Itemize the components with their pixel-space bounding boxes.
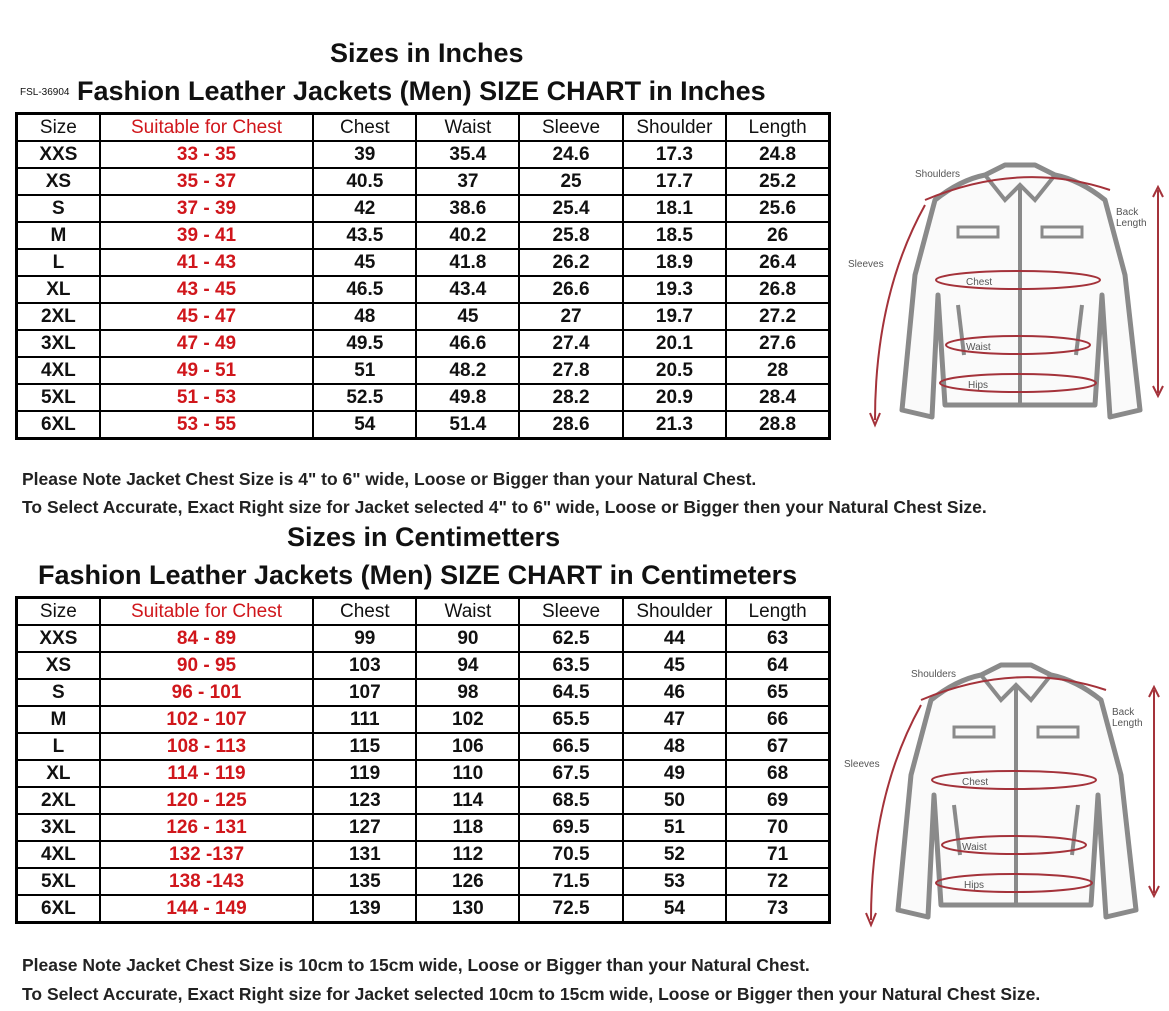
size-cell: XXS xyxy=(17,625,100,652)
size-cell: 4XL xyxy=(17,357,100,384)
column-header: Length xyxy=(726,598,829,626)
table-cell: 51 xyxy=(623,814,727,841)
table-cell: 17.7 xyxy=(623,168,727,195)
table-cell: 112 xyxy=(416,841,519,868)
table-cell: 17.3 xyxy=(623,141,727,168)
table-cell: 42 xyxy=(313,195,416,222)
table-row xyxy=(17,760,830,787)
table-cell: 49 - 51 xyxy=(100,357,314,384)
column-header: Sleeve xyxy=(519,114,622,142)
table-cell: 45 xyxy=(623,652,727,679)
table-row xyxy=(17,787,830,814)
table-cell: 66 xyxy=(726,706,829,733)
table-cell: 26.8 xyxy=(726,276,829,303)
table-cell: 51.4 xyxy=(416,411,519,439)
table-cell: 25.4 xyxy=(519,195,622,222)
table-cell: 46 xyxy=(623,679,727,706)
table-row xyxy=(17,814,830,841)
table-row xyxy=(17,276,830,303)
table-cell: 72.5 xyxy=(519,895,622,923)
table-cell: 71.5 xyxy=(519,868,622,895)
table-cell: 26.4 xyxy=(726,249,829,276)
table-row xyxy=(17,868,830,895)
chest-label: Chest xyxy=(966,277,993,288)
table-cell: 25.2 xyxy=(726,168,829,195)
table-cell: 114 - 119 xyxy=(100,760,314,787)
table-cell: 127 xyxy=(313,814,416,841)
table-cell: 111 xyxy=(313,706,416,733)
hips-label: Hips xyxy=(968,380,989,391)
table-cell: 69 xyxy=(726,787,829,814)
size-cell: 5XL xyxy=(17,868,100,895)
cm-chart-title: Fashion Leather Jackets (Men) SIZE CHART in Centimeters xyxy=(38,560,798,590)
table-cell: 64.5 xyxy=(519,679,622,706)
table-cell: 73 xyxy=(726,895,829,923)
table-cell: 24.6 xyxy=(519,141,622,168)
table-cell: 63.5 xyxy=(519,652,622,679)
column-header: Suitable for Chest xyxy=(100,598,314,626)
sleeves-label: Sleeves xyxy=(844,759,880,770)
back-length-label: Back xyxy=(1116,207,1139,218)
table-cell: 90 xyxy=(416,625,519,652)
table-cell: 54 xyxy=(623,895,727,923)
table-cell: 40.2 xyxy=(416,222,519,249)
table-cell: 72 xyxy=(726,868,829,895)
table-cell: 47 xyxy=(623,706,727,733)
inches-section-title: Sizes in Inches xyxy=(330,38,524,68)
table-cell: 114 xyxy=(416,787,519,814)
size-cell: S xyxy=(17,195,100,222)
table-cell: 51 - 53 xyxy=(100,384,314,411)
table-cell: 94 xyxy=(416,652,519,679)
cm-section-title: Sizes in Centimetters xyxy=(287,522,561,552)
table-row xyxy=(17,222,830,249)
size-cell: 6XL xyxy=(17,411,100,439)
table-cell: 26.2 xyxy=(519,249,622,276)
size-cell: 4XL xyxy=(17,841,100,868)
size-cell: 3XL xyxy=(17,814,100,841)
table-cell: 103 xyxy=(313,652,416,679)
table-cell: 38.6 xyxy=(416,195,519,222)
table-cell: 19.7 xyxy=(623,303,727,330)
table-cell: 53 xyxy=(623,868,727,895)
table-cell: 37 xyxy=(416,168,519,195)
size-cell: 2XL xyxy=(17,303,100,330)
table-cell: 45 - 47 xyxy=(100,303,314,330)
chest-label: Chest xyxy=(962,777,989,788)
back-length-label: Length xyxy=(1116,218,1147,229)
column-header: Shoulder xyxy=(623,114,727,142)
table-cell: 115 xyxy=(313,733,416,760)
table-cell: 18.5 xyxy=(623,222,727,249)
size-cell: XL xyxy=(17,276,100,303)
size-cell: 6XL xyxy=(17,895,100,923)
table-row xyxy=(17,141,830,168)
table-cell: 27.2 xyxy=(726,303,829,330)
table-row xyxy=(17,679,830,706)
table-cell: 18.1 xyxy=(623,195,727,222)
table-cell: 135 xyxy=(313,868,416,895)
table-cell: 48 xyxy=(313,303,416,330)
table-cell: 67 xyxy=(726,733,829,760)
table-cell: 123 xyxy=(313,787,416,814)
table-cell: 96 - 101 xyxy=(100,679,314,706)
table-row xyxy=(17,895,830,923)
table-cell: 43.5 xyxy=(313,222,416,249)
cm-size-table xyxy=(15,596,831,924)
size-cell: L xyxy=(17,249,100,276)
table-cell: 107 xyxy=(313,679,416,706)
inches-note-2: To Select Accurate, Exact Right size for Jacket selected 4" to 6" wide, Loose or Bigger then your Natural Chest Size. xyxy=(22,497,987,517)
table-cell: 33 - 35 xyxy=(100,141,314,168)
table-cell: 108 - 113 xyxy=(100,733,314,760)
table-row xyxy=(17,625,830,652)
hips-label: Hips xyxy=(964,880,985,891)
table-cell: 132 -137 xyxy=(100,841,314,868)
column-header: Waist xyxy=(416,598,519,626)
table-cell: 138 -143 xyxy=(100,868,314,895)
table-cell: 27.6 xyxy=(726,330,829,357)
table-cell: 70 xyxy=(726,814,829,841)
table-cell: 126 xyxy=(416,868,519,895)
table-row xyxy=(17,733,830,760)
table-cell: 43 - 45 xyxy=(100,276,314,303)
table-cell: 45 xyxy=(313,249,416,276)
size-cell: M xyxy=(17,706,100,733)
table-cell: 20.1 xyxy=(623,330,727,357)
cm-note-2: To Select Accurate, Exact Right size for Jacket selected 10cm to 15cm wide, Loose or Bigger then your Natural Chest Size. xyxy=(22,984,1041,1004)
size-cell: XS xyxy=(17,168,100,195)
table-row xyxy=(17,357,830,384)
table-cell: 52 xyxy=(623,841,727,868)
waist-label: Waist xyxy=(962,842,987,853)
size-cell: L xyxy=(17,733,100,760)
table-cell: 71 xyxy=(726,841,829,868)
table-cell: 54 xyxy=(313,411,416,439)
table-row xyxy=(17,330,830,357)
table-cell: 130 xyxy=(416,895,519,923)
table-cell: 25 xyxy=(519,168,622,195)
cm-note-1: Please Note Jacket Chest Size is 10cm to 15cm wide, Loose or Bigger than your Natural Chest. xyxy=(22,955,810,975)
table-cell: 25.8 xyxy=(519,222,622,249)
table-row xyxy=(17,652,830,679)
table-header-row xyxy=(17,598,830,626)
table-cell: 48.2 xyxy=(416,357,519,384)
table-cell: 70.5 xyxy=(519,841,622,868)
size-cell: XL xyxy=(17,760,100,787)
table-cell: 27.4 xyxy=(519,330,622,357)
table-cell: 27 xyxy=(519,303,622,330)
table-cell: 37 - 39 xyxy=(100,195,314,222)
table-cell: 49 xyxy=(623,760,727,787)
table-cell: 27.8 xyxy=(519,357,622,384)
jacket-diagram-cm xyxy=(836,655,1161,930)
table-cell: 49.5 xyxy=(313,330,416,357)
table-row xyxy=(17,706,830,733)
shoulders-label: Shoulders xyxy=(911,669,957,680)
table-cell: 48 xyxy=(623,733,727,760)
table-cell: 110 xyxy=(416,760,519,787)
table-cell: 131 xyxy=(313,841,416,868)
table-cell: 62.5 xyxy=(519,625,622,652)
column-header: Chest xyxy=(313,598,416,626)
table-cell: 120 - 125 xyxy=(100,787,314,814)
table-cell: 99 xyxy=(313,625,416,652)
table-cell: 47 - 49 xyxy=(100,330,314,357)
inches-chart-title: Fashion Leather Jackets (Men) SIZE CHART in Inches xyxy=(77,76,766,106)
table-cell: 68 xyxy=(726,760,829,787)
inches-note-1: Please Note Jacket Chest Size is 4" to 6" wide, Loose or Bigger than your Natural Chest. xyxy=(22,469,757,489)
column-header: Suitable for Chest xyxy=(100,114,314,142)
table-cell: 84 - 89 xyxy=(100,625,314,652)
product-code: FSL-36904 xyxy=(20,87,70,98)
column-header: Shoulder xyxy=(623,598,727,626)
column-header: Size xyxy=(17,114,100,142)
column-header: Waist xyxy=(416,114,519,142)
table-cell: 90 - 95 xyxy=(100,652,314,679)
table-cell: 35 - 37 xyxy=(100,168,314,195)
table-cell: 98 xyxy=(416,679,519,706)
waist-label: Waist xyxy=(966,342,991,353)
column-header: Length xyxy=(726,114,829,142)
table-cell: 67.5 xyxy=(519,760,622,787)
column-header: Chest xyxy=(313,114,416,142)
table-cell: 63 xyxy=(726,625,829,652)
back-length-label: Length xyxy=(1112,718,1143,729)
table-row xyxy=(17,249,830,276)
table-cell: 41.8 xyxy=(416,249,519,276)
table-cell: 46.6 xyxy=(416,330,519,357)
table-cell: 64 xyxy=(726,652,829,679)
table-row xyxy=(17,303,830,330)
table-cell: 102 xyxy=(416,706,519,733)
table-cell: 28.2 xyxy=(519,384,622,411)
size-cell: 2XL xyxy=(17,787,100,814)
table-row xyxy=(17,841,830,868)
table-cell: 40.5 xyxy=(313,168,416,195)
table-cell: 119 xyxy=(313,760,416,787)
inches-size-table xyxy=(15,112,831,440)
table-cell: 65.5 xyxy=(519,706,622,733)
table-cell: 118 xyxy=(416,814,519,841)
table-cell: 106 xyxy=(416,733,519,760)
table-cell: 24.8 xyxy=(726,141,829,168)
table-cell: 139 xyxy=(313,895,416,923)
table-cell: 45 xyxy=(416,303,519,330)
size-cell: 5XL xyxy=(17,384,100,411)
table-cell: 43.4 xyxy=(416,276,519,303)
back-length-label: Back xyxy=(1112,707,1135,718)
table-cell: 28.6 xyxy=(519,411,622,439)
table-cell: 51 xyxy=(313,357,416,384)
table-cell: 19.3 xyxy=(623,276,727,303)
table-row xyxy=(17,411,830,439)
table-cell: 20.9 xyxy=(623,384,727,411)
size-cell: 3XL xyxy=(17,330,100,357)
table-cell: 26.6 xyxy=(519,276,622,303)
table-cell: 28.8 xyxy=(726,411,829,439)
table-cell: 102 - 107 xyxy=(100,706,314,733)
table-row xyxy=(17,168,830,195)
table-cell: 41 - 43 xyxy=(100,249,314,276)
table-cell: 28 xyxy=(726,357,829,384)
table-cell: 46.5 xyxy=(313,276,416,303)
table-cell: 20.5 xyxy=(623,357,727,384)
table-cell: 65 xyxy=(726,679,829,706)
table-cell: 126 - 131 xyxy=(100,814,314,841)
table-cell: 44 xyxy=(623,625,727,652)
table-cell: 69.5 xyxy=(519,814,622,841)
size-cell: XXS xyxy=(17,141,100,168)
table-cell: 52.5 xyxy=(313,384,416,411)
table-cell: 25.6 xyxy=(726,195,829,222)
column-header: Sleeve xyxy=(519,598,622,626)
table-row xyxy=(17,384,830,411)
size-cell: M xyxy=(17,222,100,249)
table-cell: 50 xyxy=(623,787,727,814)
table-cell: 66.5 xyxy=(519,733,622,760)
table-cell: 68.5 xyxy=(519,787,622,814)
table-header-row xyxy=(17,114,830,142)
table-cell: 39 - 41 xyxy=(100,222,314,249)
table-row xyxy=(17,195,830,222)
sleeves-label: Sleeves xyxy=(848,259,884,270)
table-cell: 28.4 xyxy=(726,384,829,411)
jacket-diagram-inches xyxy=(840,155,1165,430)
size-cell: XS xyxy=(17,652,100,679)
table-cell: 144 - 149 xyxy=(100,895,314,923)
table-cell: 53 - 55 xyxy=(100,411,314,439)
table-cell: 35.4 xyxy=(416,141,519,168)
size-cell: S xyxy=(17,679,100,706)
table-cell: 21.3 xyxy=(623,411,727,439)
table-cell: 39 xyxy=(313,141,416,168)
shoulders-label: Shoulders xyxy=(915,169,961,180)
table-cell: 49.8 xyxy=(416,384,519,411)
table-cell: 18.9 xyxy=(623,249,727,276)
column-header: Size xyxy=(17,598,100,626)
table-cell: 26 xyxy=(726,222,829,249)
